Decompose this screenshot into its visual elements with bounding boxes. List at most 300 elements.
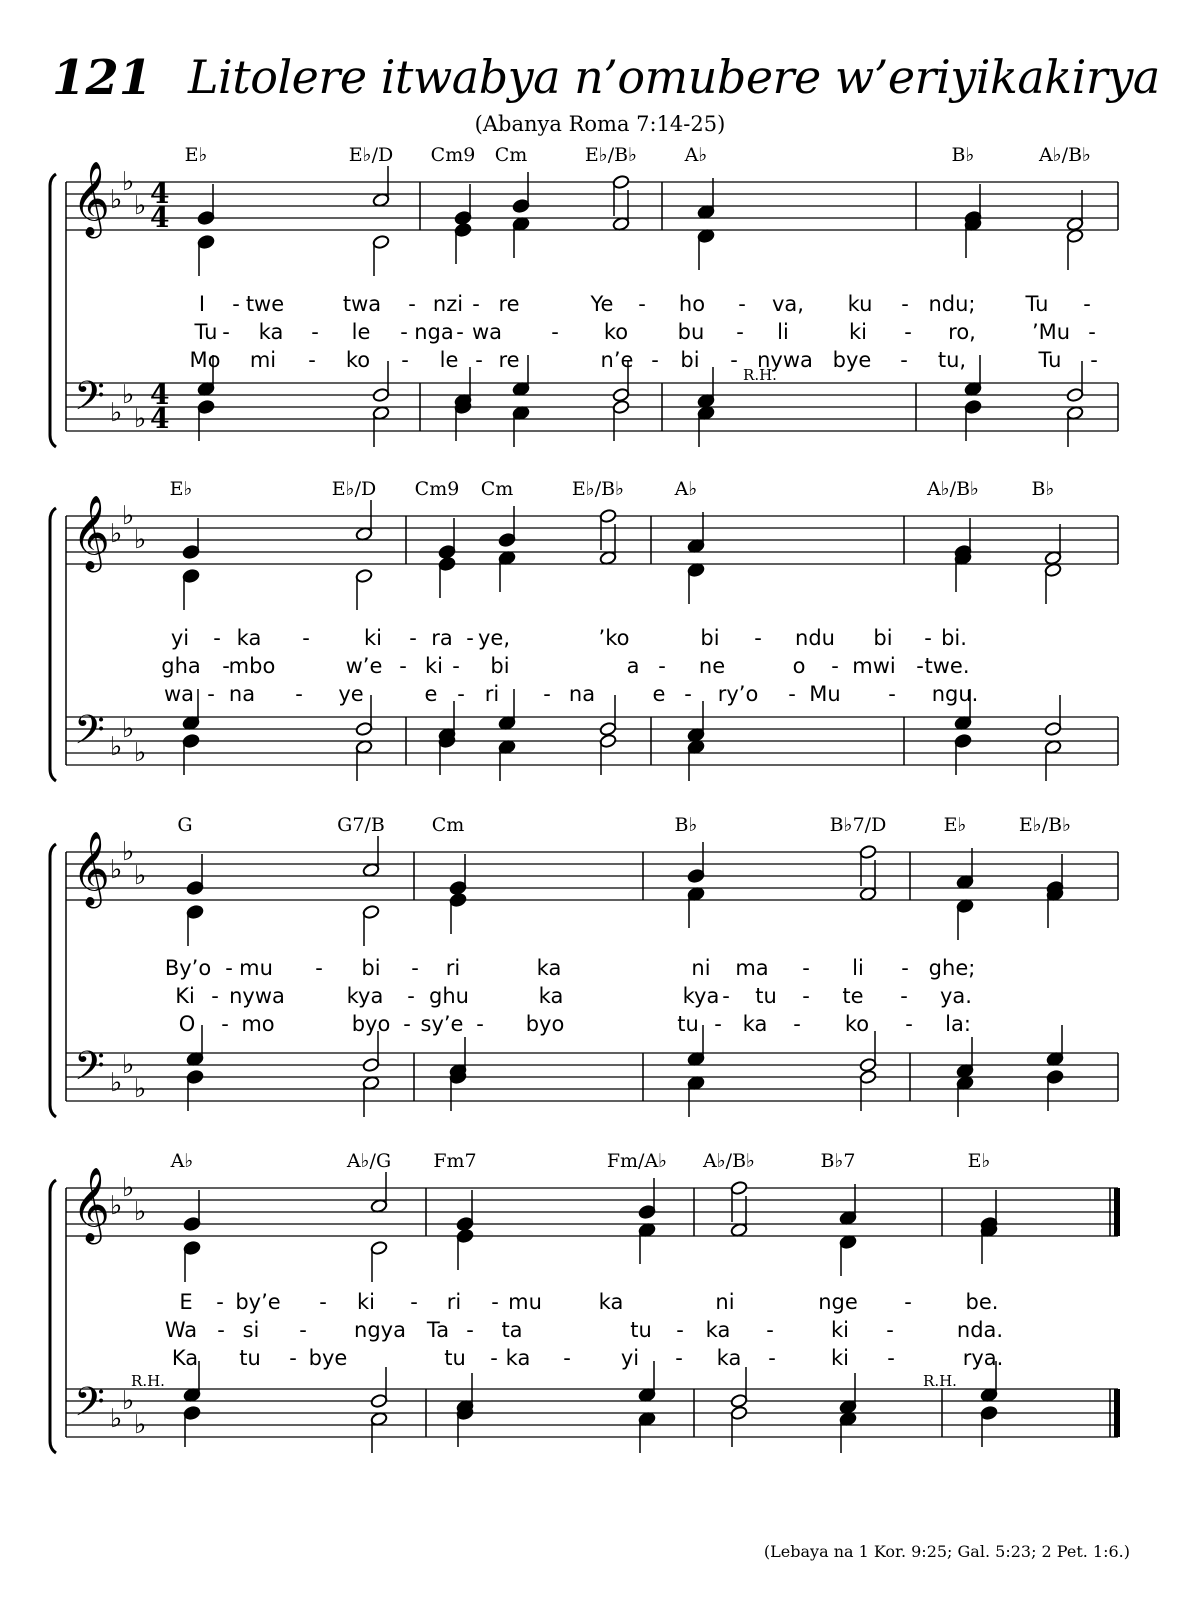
note-head [980, 1387, 998, 1402]
lyric-syllable-verse-3: tu [677, 1012, 699, 1036]
lyric-syllable-verse-3: - [308, 348, 316, 372]
lyric-syllable-verse-2: - [222, 320, 230, 344]
lyric-syllable-verse-3: ko [844, 1012, 870, 1036]
note-head [355, 721, 373, 736]
note-head [697, 204, 715, 219]
chord-symbol: Cm [480, 478, 514, 500]
chord-symbol: A♭/B♭ [702, 1150, 756, 1172]
note-head [355, 568, 373, 583]
lyric-syllable-verse-1: - [472, 292, 480, 316]
lyric-syllable-verse-1: by’e [235, 1290, 281, 1314]
note-head [362, 904, 380, 919]
note-head [638, 1411, 656, 1426]
chord-symbol: A♭/B♭ [1038, 144, 1092, 166]
note-head [186, 880, 204, 895]
lyric-syllable-verse-3: ka [716, 1346, 742, 1370]
lyric-syllable-verse-1: ma [735, 956, 769, 980]
note-head [612, 174, 630, 189]
lyric-syllable-verse-1: - [232, 292, 240, 316]
note-head [370, 1393, 388, 1408]
chord-symbol: B♭7/D [829, 814, 887, 836]
lyric-syllable-verse-1: ri [445, 956, 461, 980]
note-head [1066, 228, 1084, 243]
chord-symbol: A♭ [674, 478, 698, 500]
note-head [512, 216, 530, 231]
lyric-syllable-verse-1: ghe; [928, 956, 976, 980]
note-head [197, 381, 215, 396]
lyric-syllable-verse-1: ku [847, 292, 873, 316]
lyric-syllable-verse-3: tu [239, 1346, 261, 1370]
lyric-syllable-verse-3: Mu [809, 682, 841, 706]
lyric-syllable-verse-3: - [768, 1346, 776, 1370]
lyric-syllable-verse-1: - [213, 626, 221, 650]
note-head [612, 399, 630, 414]
lyric-syllable-verse-1: ki [357, 1290, 375, 1314]
lyric-syllable-verse-2: - [886, 1318, 894, 1342]
lyric-syllable-verse-3: na [228, 682, 256, 706]
lyric-syllable-verse-3: - [675, 1346, 683, 1370]
note-head [730, 1393, 748, 1408]
note-head [954, 733, 972, 748]
lyric-syllable-verse-3: - [900, 348, 908, 372]
note-head [183, 1387, 201, 1402]
lyric-syllable-verse-2: - [658, 654, 666, 678]
lyric-syllable-verse-2: Wa [164, 1318, 198, 1342]
lyric-syllable-verse-3: - [793, 1012, 801, 1036]
chord-symbol: E♭ [943, 814, 967, 836]
lyric-syllable-verse-3: nywa [757, 348, 813, 372]
treble-staff [66, 832, 1118, 946]
note-head [730, 1405, 748, 1420]
lyric-syllable-verse-2: - [900, 984, 908, 1008]
lyric-syllable-verse-3: le [439, 348, 459, 372]
note-head [1044, 739, 1062, 754]
lyric-syllable-verse-2: Tu [194, 320, 218, 344]
lyric-syllable-verse-1: E [179, 1290, 193, 1314]
note-head [449, 880, 467, 895]
chord-symbol: Fm7 [433, 1150, 477, 1172]
note-head [512, 198, 530, 213]
lyric-syllable-verse-3: tu, [937, 348, 967, 372]
lyric-syllable-verse-1: bi. [941, 626, 967, 650]
note-head [1044, 550, 1062, 565]
lyric-syllable-verse-2: bu [677, 320, 705, 344]
note-head [697, 228, 715, 243]
note-head [859, 1069, 877, 1084]
lyric-syllable-verse-2: nywa [229, 984, 285, 1008]
treble-clef-icon: 𝄞 [72, 496, 110, 570]
lyric-syllable-verse-1: - [904, 1290, 912, 1314]
note-head [956, 898, 974, 913]
lyric-syllable-verse-2: bi [490, 654, 510, 678]
note-head [839, 1234, 857, 1249]
lyric-syllable-verse-2: mbo [228, 654, 276, 678]
chord-symbol: B♭ [674, 814, 698, 836]
chord-symbol: E♭/B♭ [571, 478, 625, 500]
lyric-syllable-verse-3: O [178, 1012, 196, 1036]
note-head [730, 1222, 748, 1237]
bass-clef-icon: 𝄢 [74, 707, 105, 763]
lyric-syllable-verse-2: ya. [940, 984, 972, 1008]
note-head [182, 568, 200, 583]
chord-symbol: G [177, 814, 193, 836]
lyric-syllable-verse-3: ko [345, 348, 371, 372]
chord-symbol: B♭7 [820, 1150, 856, 1172]
lyric-syllable-verse-1: yi [170, 626, 190, 650]
treble-staff [66, 496, 1118, 610]
lyric-syllable-verse-2: - [736, 320, 744, 344]
note-head [182, 715, 200, 730]
lyric-syllable-verse-1: ri [446, 1290, 462, 1314]
treble-clef-icon: 𝄞 [72, 832, 110, 906]
lyric-syllable-verse-3: - [543, 682, 551, 706]
right-hand-marking: R.H. [743, 366, 777, 384]
note-head [456, 1216, 474, 1231]
flat-sign-icon: ♭ [110, 398, 123, 428]
lyric-syllable-verse-2: ka [705, 1318, 731, 1342]
chord-symbol: A♭/B♭ [926, 478, 980, 500]
lyric-syllable-verse-2: kya [346, 984, 384, 1008]
note-head [964, 381, 982, 396]
footnote-references: (Lebaya na 1 Kor. 9:25; Gal. 5:23; 2 Pet. 1:6.) [763, 1542, 1130, 1561]
treble-clef-icon: 𝄞 [72, 162, 110, 236]
chord-symbol: A♭/G [346, 1150, 392, 1172]
lyric-syllable-verse-2: tu [630, 1318, 652, 1342]
hymn-title: Litolere itwabya n’omubere w’eriyikakirya [188, 50, 1160, 104]
lyric-syllable-verse-3: - [1090, 348, 1098, 372]
lyric-syllable-verse-2: - [400, 320, 408, 344]
flat-sign-icon: ♭ [110, 1404, 123, 1434]
bass-clef-icon: 𝄢 [74, 1043, 105, 1099]
lyric-syllable-verse-1: mu [508, 1290, 542, 1314]
flat-sign-icon: ♭ [122, 1386, 135, 1416]
lyric-syllable-verse-1: By’o [164, 956, 212, 980]
note-head [956, 874, 974, 889]
lyric-syllable-verse-2: ko [603, 320, 629, 344]
note-head [638, 1204, 656, 1219]
note-head [839, 1210, 857, 1225]
chord-symbol: E♭ [184, 144, 208, 166]
bass-clef-icon: 𝄢 [74, 1379, 105, 1435]
lyric-syllable-verse-2: ne [698, 654, 726, 678]
lyric-syllable-verse-2: twe. [924, 654, 970, 678]
treble-staff [66, 1168, 1118, 1282]
lyric-syllable-verse-3: byo [351, 1012, 391, 1036]
note-head [362, 1057, 380, 1072]
note-head [456, 1228, 474, 1243]
lyric-syllable-verse-3: ka [742, 1012, 768, 1036]
system-4 [50, 1168, 1120, 1453]
flat-sign-icon: ♭ [134, 738, 147, 768]
note-head [980, 1405, 998, 1420]
lyric-syllable-verse-3: - [457, 682, 465, 706]
lyric-syllable-verse-3: Ka [171, 1346, 199, 1370]
chord-symbol: Fm/A♭ [606, 1150, 668, 1172]
lyric-syllable-verse-1: ndu; [928, 292, 976, 316]
chord-symbol: B♭ [951, 144, 975, 166]
note-head [1066, 387, 1084, 402]
lyric-syllable-verse-1: bi [700, 626, 720, 650]
lyric-syllable-verse-1: - [466, 626, 474, 650]
chord-symbol: Cm [494, 144, 528, 166]
note-head [197, 234, 215, 249]
lyric-syllable-verse-2: tu [755, 984, 777, 1008]
lyric-syllable-verse-1: - [1083, 292, 1091, 316]
lyric-syllable-verse-1: ki [364, 626, 382, 650]
note-head [449, 892, 467, 907]
lyric-syllable-verse-1: bi [873, 626, 893, 650]
lyric-syllable-verse-3: tu [444, 1346, 466, 1370]
lyric-syllable-verse-3: wa [163, 682, 195, 706]
lyric-syllable-verse-2: wa [471, 320, 503, 344]
lyric-syllable-verse-3: - [295, 682, 303, 706]
lyric-syllable-verse-1: I [198, 292, 206, 316]
chord-symbol: E♭ [967, 1150, 991, 1172]
note-head [1066, 405, 1084, 420]
lyric-syllable-verse-2: - [222, 654, 230, 678]
lyric-syllable-verse-3: - [714, 1012, 722, 1036]
lyric-syllable-verse-2: ki [831, 1318, 849, 1342]
lyric-syllable-verse-2: - [452, 654, 460, 678]
lyric-syllable-verse-3: rya. [962, 1346, 1004, 1370]
lyric-syllable-verse-2: ’Mu [1031, 320, 1071, 344]
flat-sign-icon: ♭ [110, 1191, 123, 1221]
hymn-number: 121 [52, 50, 153, 106]
lyric-syllable-verse-3: ry’o [717, 682, 759, 706]
lyric-syllable-verse-2: - [676, 1318, 684, 1342]
chord-symbol: E♭/D [348, 144, 394, 166]
lyric-syllable-verse-2: - [551, 320, 559, 344]
lyric-syllable-verse-3: Tu [1038, 348, 1062, 372]
lyric-syllable-verse-3: ye [338, 682, 364, 706]
lyric-syllable-verse-3: - [788, 682, 796, 706]
chord-symbol: E♭/B♭ [1018, 814, 1072, 836]
lyric-syllable-verse-2: nga [414, 320, 454, 344]
note-head [687, 562, 705, 577]
lyric-syllable-verse-1: - [901, 292, 909, 316]
lyric-syllable-verse-3: - [651, 348, 659, 372]
flat-sign-icon: ♭ [122, 714, 135, 744]
lyric-syllable-verse-1: - [411, 956, 419, 980]
lyric-syllable-verse-1: li [852, 956, 864, 980]
note-head [599, 508, 617, 523]
lyric-syllable-verse-2: te [842, 984, 864, 1008]
note-head [498, 739, 516, 754]
note-head [454, 222, 472, 237]
lyric-syllable-verse-2: - [311, 320, 319, 344]
lyric-syllable-verse-1: twe [245, 292, 285, 316]
note-head [512, 405, 530, 420]
lyric-syllable-verse-3: re [498, 348, 520, 372]
lyric-syllable-verse-1: ye, [477, 626, 511, 650]
note-head [964, 399, 982, 414]
system-bracket [50, 844, 56, 1117]
lyric-syllable-verse-3: byo [525, 1012, 565, 1036]
note-head [186, 904, 204, 919]
scripture-reference: (Abanya Roma 7:14-25) [474, 112, 726, 136]
note-head [956, 1075, 974, 1090]
lyric-syllable-verse-2: - [904, 320, 912, 344]
note-head [687, 1075, 705, 1090]
flat-sign-icon: ♭ [110, 519, 123, 549]
flat-sign-icon: ♭ [134, 1410, 147, 1440]
lyric-syllable-verse-3: - [207, 682, 215, 706]
note-head [612, 387, 630, 402]
note-head [182, 544, 200, 559]
flat-sign-icon: ♭ [134, 1197, 147, 1227]
flat-sign-icon: ♭ [134, 525, 147, 555]
lyric-syllable-verse-2: - [299, 1318, 307, 1342]
note-head [362, 1075, 380, 1090]
note-head [687, 1051, 705, 1066]
note-head [355, 526, 373, 541]
lyric-syllable-verse-1: - [302, 626, 310, 650]
note-head [362, 862, 380, 877]
lyric-syllable-verse-3: - [490, 1346, 498, 1370]
lyric-syllable-verse-1: - [901, 956, 909, 980]
lyric-syllable-verse-3: mi [249, 348, 277, 372]
note-head [355, 739, 373, 754]
flat-sign-icon: ♭ [110, 1068, 123, 1098]
chord-symbol: Cm9 [414, 478, 460, 500]
note-head [197, 210, 215, 225]
note-head [183, 1240, 201, 1255]
chord-symbol: B♭ [1031, 478, 1055, 500]
lyric-syllable-verse-1: mu [239, 956, 273, 980]
time-signature-bottom: 4 [150, 201, 170, 234]
lyric-syllable-verse-1: - [216, 1290, 224, 1314]
lyric-syllable-verse-1: - [409, 626, 417, 650]
lyric-syllable-verse-2: gha [161, 654, 201, 678]
note-head [859, 844, 877, 859]
lyric-syllable-verse-1: - [924, 626, 932, 650]
final-bar-thick [1114, 1188, 1120, 1236]
note-head [1066, 216, 1084, 231]
lyric-syllable-verse-2: w’e [345, 654, 383, 678]
note-head [197, 399, 215, 414]
lyric-syllable-verse-2: ro, [948, 320, 976, 344]
lyric-syllable-verse-1: Ye [590, 292, 614, 316]
lyric-syllable-verse-2: - [831, 654, 839, 678]
lyric-syllable-verse-1: ka [236, 626, 262, 650]
note-head [372, 192, 390, 207]
note-head [186, 1069, 204, 1084]
note-head [687, 727, 705, 742]
flat-sign-icon: ♭ [110, 732, 123, 762]
lyric-syllable-verse-2: - [1088, 320, 1096, 344]
note-head [454, 210, 472, 225]
lyric-syllable-verse-3: - [221, 1012, 229, 1036]
lyric-syllable-verse-2: ki [425, 654, 443, 678]
note-head [182, 733, 200, 748]
note-head [687, 868, 705, 883]
lyric-syllable-verse-2: si [242, 1318, 260, 1342]
lyric-syllable-verse-3: - [289, 1346, 297, 1370]
note-head [697, 405, 715, 420]
flat-sign-icon: ♭ [122, 1173, 135, 1203]
lyric-syllable-verse-1: ni [715, 1290, 735, 1314]
lyric-syllable-verse-3: ngu. [931, 682, 979, 706]
lyric-syllable-verse-3: e [424, 682, 438, 706]
lyric-syllable-verse-2: - [466, 1318, 474, 1342]
lyric-syllable-verse-1: bi [361, 956, 381, 980]
right-hand-marking: R.H. [131, 1372, 165, 1390]
system-bracket [50, 1180, 56, 1453]
flat-sign-icon: ♭ [122, 501, 135, 531]
note-head [599, 733, 617, 748]
note-head [498, 532, 516, 547]
note-head [1044, 721, 1062, 736]
lyric-syllable-verse-2: - [722, 984, 730, 1008]
lyric-syllable-verse-2: kya [682, 984, 720, 1008]
time-signature-top: 4 [150, 378, 170, 411]
note-head [1046, 1051, 1064, 1066]
right-hand-marking: R.H. [923, 1372, 957, 1390]
lyric-syllable-verse-1: ndu [795, 626, 835, 650]
note-head [183, 1405, 201, 1420]
note-head [372, 405, 390, 420]
lyric-syllable-verse-3: - [401, 348, 409, 372]
flat-sign-icon: ♭ [122, 837, 135, 867]
flat-sign-icon: ♭ [122, 1050, 135, 1080]
lyric-syllable-verse-3: ki [831, 1346, 849, 1370]
lyric-syllable-verse-2: o [792, 654, 806, 678]
lyric-syllable-verse-1: - [491, 1290, 499, 1314]
chord-symbol: Cm9 [430, 144, 476, 166]
lyric-syllable-verse-3: - [888, 682, 896, 706]
lyric-syllable-verse-1: - [754, 626, 762, 650]
note-head [438, 556, 456, 571]
lyric-syllable-verse-2: Ta [426, 1318, 450, 1342]
lyric-syllable-verse-2: - [211, 984, 219, 1008]
lyric-syllable-verse-1: ’ko [598, 626, 630, 650]
bass-clef-icon: 𝄢 [74, 373, 105, 429]
flat-sign-icon: ♭ [134, 1074, 147, 1104]
note-head [730, 1180, 748, 1195]
lyric-syllable-verse-3: e [652, 682, 666, 706]
lyric-syllable-verse-3: bye [832, 348, 872, 372]
chord-symbol: E♭/B♭ [584, 144, 638, 166]
lyric-syllable-verse-2: Ki [175, 984, 195, 1008]
time-signature-top: 4 [150, 177, 170, 210]
lyric-syllable-verse-2: - [217, 1318, 225, 1342]
flat-sign-icon: ♭ [134, 861, 147, 891]
note-head [183, 1216, 201, 1231]
lyric-syllable-verse-1: - [408, 292, 416, 316]
note-head [599, 550, 617, 565]
note-head [498, 715, 516, 730]
flat-sign-icon: ♭ [134, 404, 147, 434]
chord-symbol: Cm [431, 814, 465, 836]
lyric-syllable-verse-2: a [626, 654, 640, 678]
lyric-syllable-verse-3: - [730, 348, 738, 372]
lyric-syllable-verse-2: - [407, 984, 415, 1008]
note-head [697, 393, 715, 408]
lyric-syllable-verse-2: ngya [354, 1318, 406, 1342]
lyric-syllable-verse-1: be. [965, 1290, 999, 1314]
note-head [687, 538, 705, 553]
note-head [859, 886, 877, 901]
lyric-syllable-verse-3: - [905, 1012, 913, 1036]
lyric-syllable-verse-1: - [638, 292, 646, 316]
flat-sign-icon: ♭ [110, 855, 123, 885]
lyric-syllable-verse-1: - [315, 956, 323, 980]
lyric-syllable-verse-3: - [887, 1346, 895, 1370]
lyric-syllable-verse-2: - [802, 984, 810, 1008]
lyric-syllable-verse-1: - [802, 956, 810, 980]
note-head [370, 1198, 388, 1213]
lyric-syllable-verse-2: - [456, 320, 464, 344]
